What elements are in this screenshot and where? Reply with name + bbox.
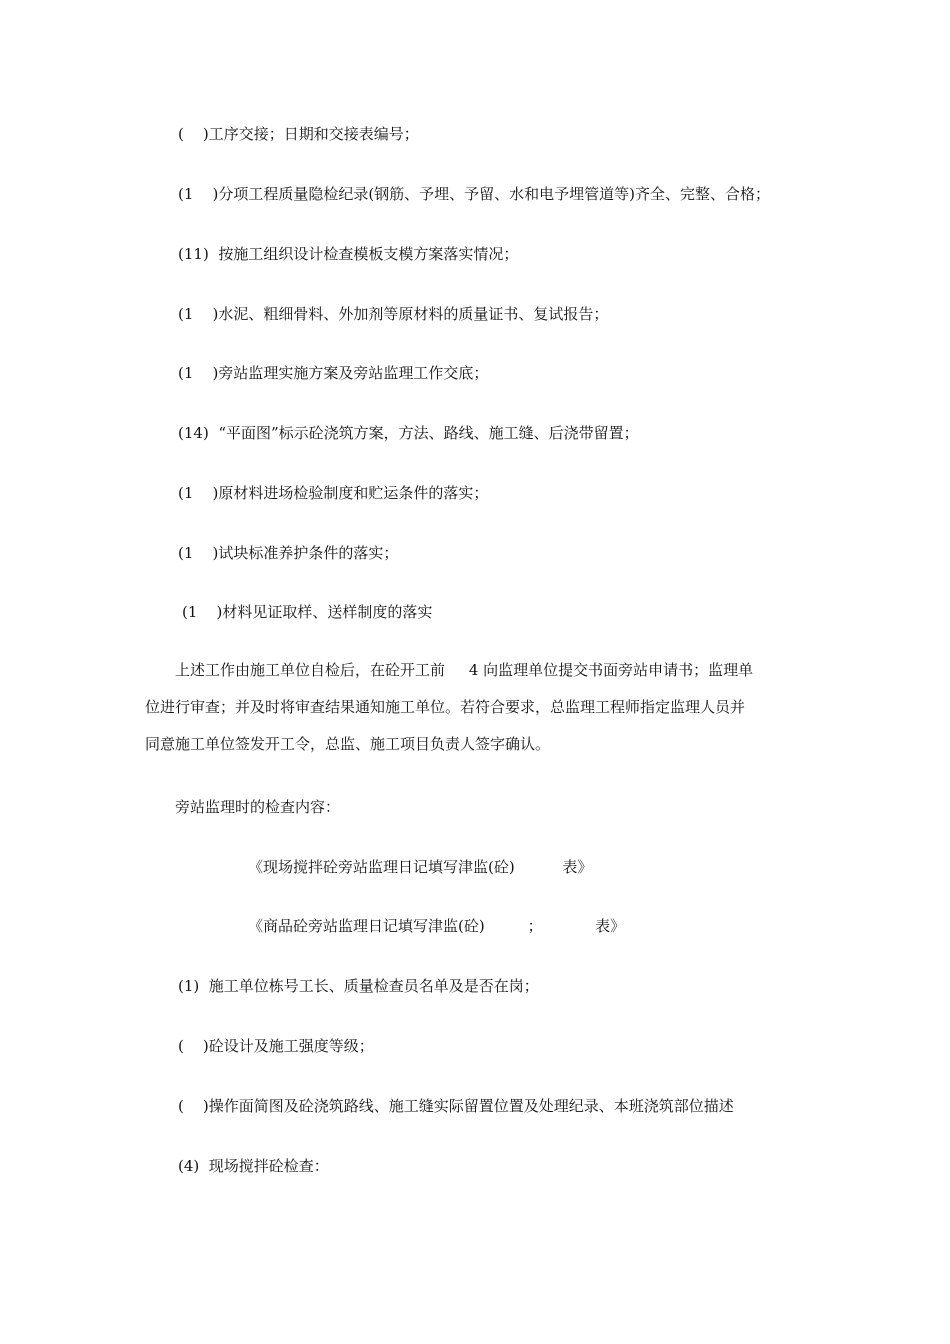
paragraph-line-2: 位进行审查；并及时将审查结果通知施工单位。若符合要求，总监理工程师指定监理人员并 (145, 698, 746, 716)
item-5: (1 )旁站监理实施方案及旁站监理工作交底； (178, 364, 489, 382)
check-item-2: ( )砼设计及施工强度等级； (178, 1037, 374, 1055)
item-4: (1 )水泥、粗细骨料、外加剂等原材料的质量证书、复试报告； (178, 305, 609, 323)
form-title-2: 《商品砼旁站监理日记填写津监(砼) ； 表》 (248, 917, 626, 935)
paragraph-line-3: 同意施工单位签发开工令，总监、施工项目负责人签字确认。 (145, 735, 551, 753)
paragraph-line-1: 上述工作由施工单位自检后，在砼开工前 4 向监理单位提交书面旁站申请书；监理单 (175, 661, 754, 679)
item-1: ( )工序交接；日期和交接表编号； (178, 125, 419, 143)
item-8: (1 )试块标准养护条件的落实； (178, 544, 399, 562)
item-2: (1 )分项工程质量隐检纪录(钢筋、予埋、予留、水和电予埋管道等)齐全、完整、合格； (178, 185, 771, 203)
form-title-1: 《现场搅拌砼旁站监理日记填写津监(砼) 表》 (248, 858, 593, 876)
body-paragraph (145, 652, 805, 763)
item-6: (14) “平面图”标示砼浇筑方案，方法、路线、施工缝、后浇带留置； (178, 424, 639, 442)
check-item-3: ( )操作面简图及砼浇筑路线、施工缝实际留置位置及处理纪录、本班浇筑部位描述 (178, 1097, 734, 1115)
item-7: (1 )原材料进场检验制度和贮运条件的落实； (178, 484, 489, 502)
check-heading: 旁站监理时的检查内容： (175, 798, 341, 816)
check-item-1: (1) 施工单位栋号工长、质量检查员名单及是否在岗； (178, 977, 539, 995)
item-9: (1 )材料见证取样、送样制度的落实 (182, 603, 433, 621)
check-item-4: (4) 现场搅拌砼检查： (178, 1157, 329, 1175)
item-3: (11) 按施工组织设计检查模板支模方案落实情况； (178, 245, 519, 263)
